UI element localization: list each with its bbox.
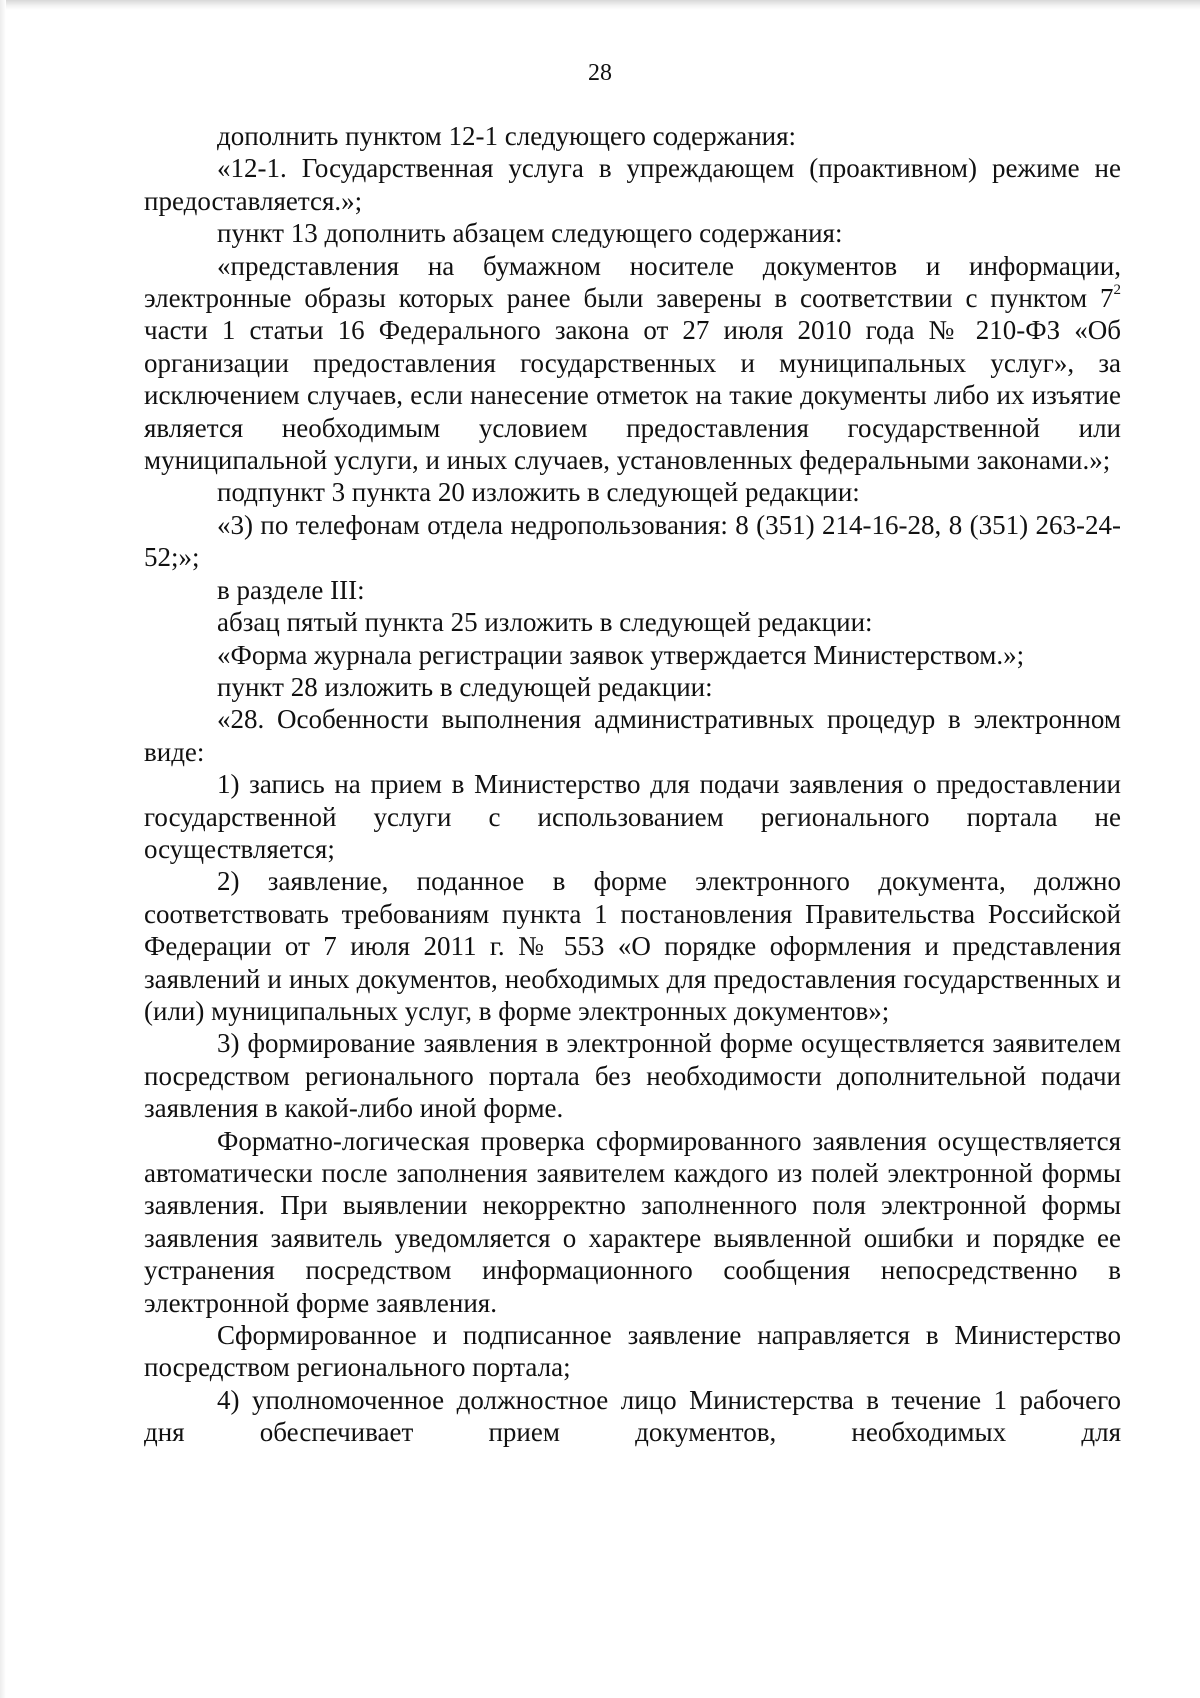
paragraph: абзац пятый пункта 25 изложить в следующей редакции:: [217, 607, 873, 638]
paragraph: 3) формирование заявления в электронной форме осуществляется заявителем посредством регионального портала без необходимости дополнительной подачи заявления в какой-либо иной форме.: [144, 1028, 1121, 1124]
paragraph: «Форма журнала регистрации заявок утверждается Министерством.»;: [217, 639, 1025, 670]
scan-edge-top: [0, 0, 1200, 10]
paragraph: «12-1. Государственная услуга в упреждающем (проактивном) режиме не предоставляется.»;: [144, 153, 1121, 216]
paragraph-text: части 1 статьи 16 Федерального закона от 27 июля 2010 года № 210-ФЗ «Об организации предоставления государственных и муниципальных услуг», за исключением случаев, если нанесение отметок на такие документы либо их изъятие является необходимым условием предоставления государственной или муниципальной услуги, и иных случаев, установленных федеральными законами.»;: [144, 315, 1121, 476]
paragraph: [144, 250, 1121, 477]
paragraph: 2) заявление, поданное в форме электронного документа, должно соответствовать требованиям пункта 1 постановления Правительства Российской Федерации от 7 июля 2011 г. № 553 «О порядке оформления и представления заявлений и иных документов, необходимых для предоставления государственных и (или) муниципальных услуг, в форме электронных документов»;: [144, 866, 1121, 1026]
paragraph: 4) уполномоченное должностное лицо Министерства в течение 1 рабочего дня обеспечивает прием документов, необходимых для: [144, 1384, 1121, 1448]
scan-edge-left: [0, 0, 6, 1698]
paragraph: «28. Особенности выполнения административных процедур в электронном виде:: [144, 704, 1121, 767]
paragraph: дополнить пунктом 12-1 следующего содержания:: [217, 121, 797, 151]
paragraph: подпункт 3 пункта 20 изложить в следующей редакции:: [217, 477, 860, 508]
paragraph: Сформированное и подписанное заявление направляется в Министерство посредством регионального портала;: [144, 1320, 1121, 1383]
paragraph: в разделе III:: [217, 574, 365, 605]
paragraph-text: «представления на бумажном носителе документов и информации, электронные образы которых ранее были заверены в соответствии с пунктом 7: [144, 250, 1121, 314]
paragraph: «3) по телефонам отдела недропользования: 8 (351) 214-16-28, 8 (351) 263-24-52;»;: [144, 509, 1121, 573]
document-body: [144, 120, 1121, 1449]
paragraph: 1) запись на прием в Министерство для подачи заявления о предоставлении государственной услуги с использованием регионального портала не осуществляется;: [144, 769, 1121, 864]
page-number: 28: [588, 60, 612, 86]
paragraph: пункт 13 дополнить абзацем следующего содержания:: [217, 218, 843, 249]
paragraph: Форматно-логическая проверка сформированного заявления осуществляется автоматически после заполнения заявителем каждого из полей электронной формы заявления. При выявлении некорректно заполненного поля электронной формы заявления заявитель уведомляется о характере выявленной ошибки и порядке ее устранения посредством информационного сообщения непосредственно в электронной форме заявления.: [144, 1125, 1121, 1318]
superscript: 2: [1113, 282, 1121, 299]
paragraph: пункт 28 изложить в следующей редакции:: [217, 671, 713, 702]
